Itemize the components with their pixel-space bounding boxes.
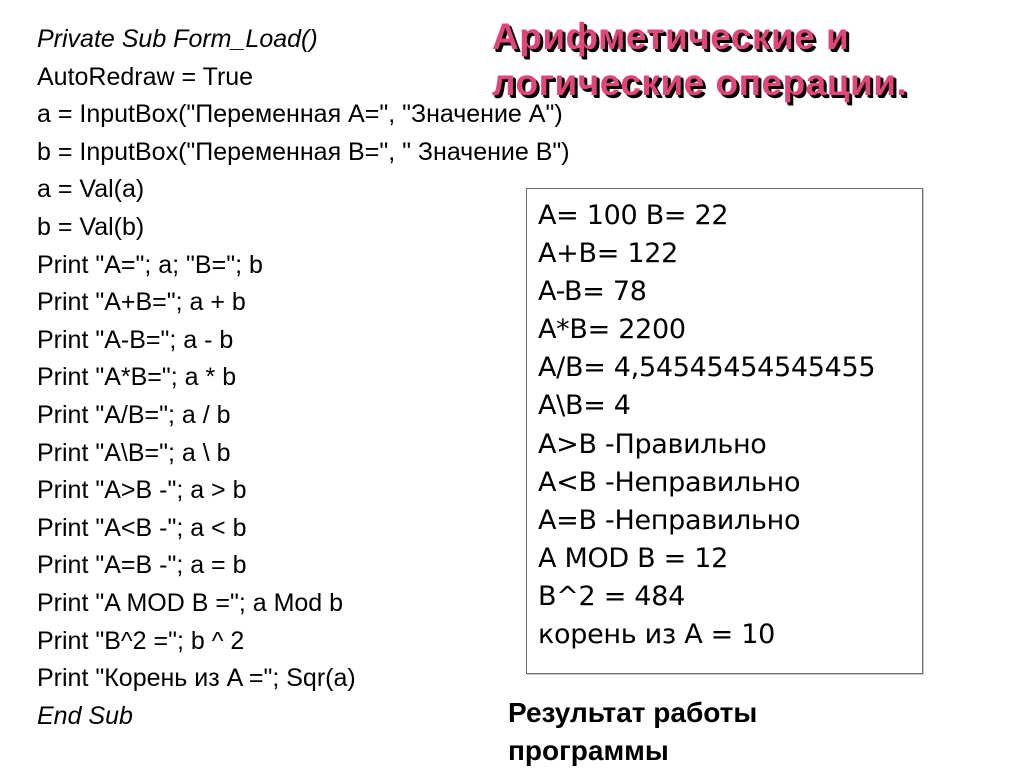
slide-title-line: логические операции. [492,62,908,103]
output-line: A<B -Неправильно [538,466,801,498]
code-line: Print "A=B -"; a = b [37,551,247,580]
code-line: b = Val(b) [37,212,145,241]
output-caption-line: Результат работы [508,697,758,728]
output-lines [538,197,875,654]
code-line: Private Sub Form_Load() [37,25,318,53]
output-line: A= 100 B= 22 [538,200,729,231]
code-line: End Sub [37,701,133,730]
code-line: Print "B^2 ="; b ^ 2 [37,626,245,655]
output-line: A*B= 2200 [538,314,686,346]
output-line: A=B -Неправильно [538,504,801,536]
output-line: A>B -Правильно [538,428,767,460]
output-line: A+B= 122 [538,238,678,270]
output-line: B^2 = 484 [538,580,685,612]
code-line: b = InputBox("Переменная B=", " Значение B") [37,137,570,166]
output-line: A MOD B = 12 [538,542,729,574]
output-line: A-B= 78 [538,276,647,308]
slide-title-line: Арифметические и [492,16,850,57]
output-caption [508,694,757,770]
output-line: корень из A = 10 [538,619,776,651]
code-line: Print "A="; a; "B="; b [37,250,263,279]
code-line: a = Val(a) [37,175,145,204]
code-line: Print "A/B="; a / b [37,400,231,429]
code-line: Print "A\B="; a \ b [37,438,231,467]
code-line: Print "A MOD B ="; a Mod b [37,588,344,617]
code-line: Print "A-B="; a - b [37,325,234,354]
code-line: Print "Корень из A ="; Sqr(a) [37,664,356,693]
output-line: A\B= 4 [538,390,631,422]
code-line: AutoRedraw = True [37,62,254,91]
code-line: Print "A>B -"; a > b [37,476,247,505]
code-line: Print "A*B="; a * b [37,363,237,392]
code-listing [37,21,570,735]
code-line: a = InputBox("Переменная A=", "Значение A") [37,100,563,129]
slide-title [492,14,907,106]
code-line: Print "A<B -"; a < b [37,513,247,542]
output-line: A/B= 4,54545454545455 [538,352,876,384]
code-line: Print "A+B="; a + b [37,288,246,317]
output-caption-line: программы [508,735,669,766]
program-output-window [526,188,923,674]
